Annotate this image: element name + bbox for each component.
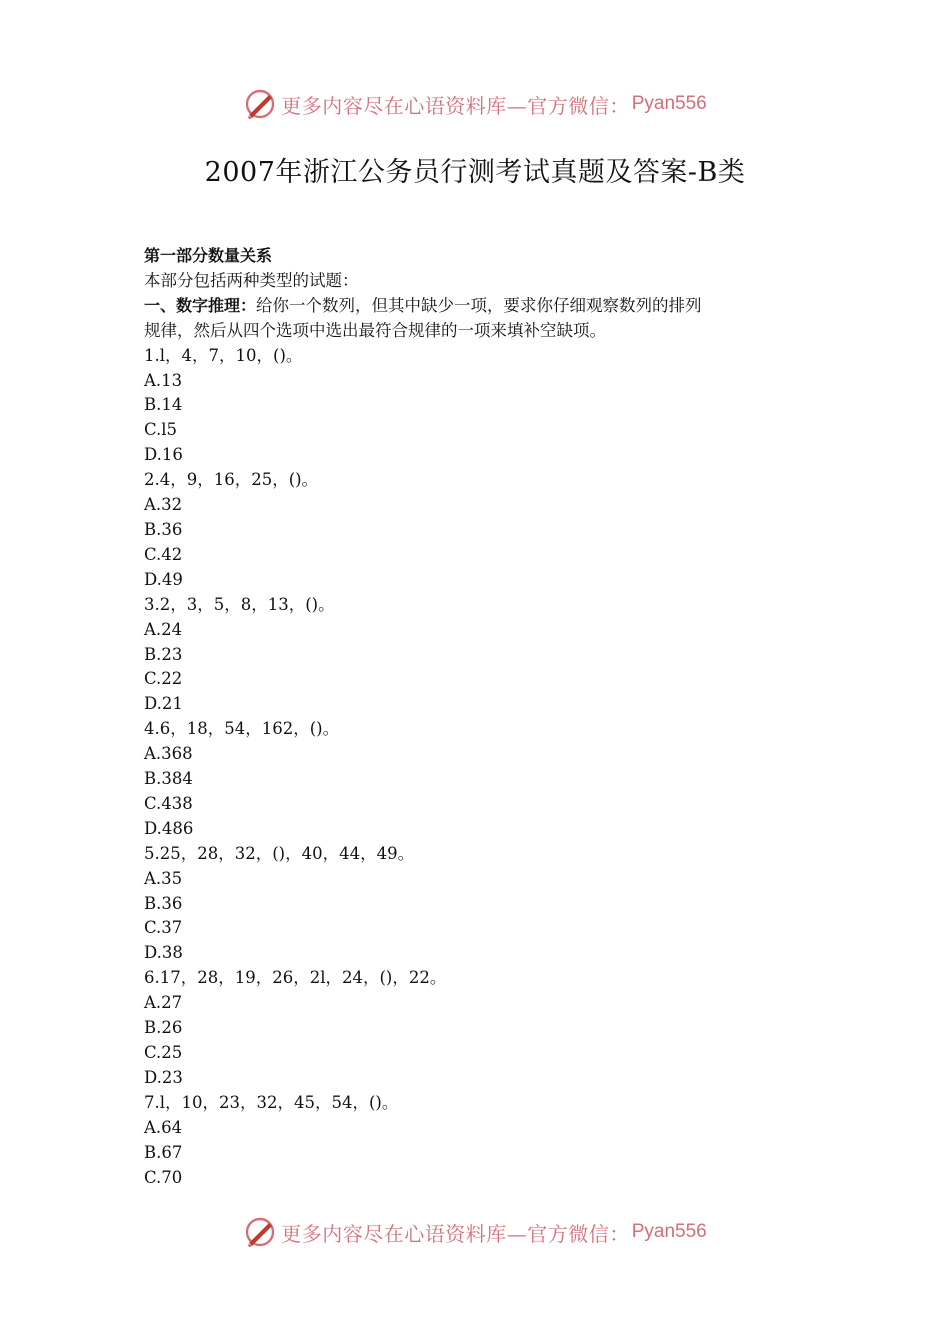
document-body <box>144 244 824 1190</box>
option-line: C.37 <box>144 918 183 938</box>
option-line: C.42 <box>144 544 183 564</box>
option-line: B.26 <box>144 1018 183 1038</box>
option-line: A.32 <box>144 495 183 515</box>
footer-watermark-banner <box>0 1212 950 1252</box>
question-line: 7.l，10，23，32，45，54，()。 <box>144 1092 399 1112</box>
option-line: A.35 <box>144 868 183 888</box>
pen-logo-icon <box>243 87 277 121</box>
subsection-text-2: 规律，然后从四个选项中选出最符合规律的一项来填补空缺项。 <box>144 320 606 340</box>
option-line: C.438 <box>144 793 193 813</box>
footer-banner-wechat: Pyan556 <box>631 1221 707 1242</box>
option-line: D.38 <box>144 943 183 963</box>
question-line: 6.17，28，19，26，2l，24，()，22。 <box>144 968 447 988</box>
footer-banner-text: 更多内容尽在心语资料库—官方微信： <box>281 1221 630 1246</box>
subsection-text-1: 给你一个数列，但其中缺少一项，要求你仔细观察数列的排列 <box>256 295 702 315</box>
page-title: 2007年浙江公务员行测考试真题及答案-B类 <box>204 157 746 188</box>
option-line: B.67 <box>144 1142 183 1162</box>
intro-text: 本部分包括两种类型的试题： <box>144 270 359 290</box>
option-line: B.36 <box>144 519 183 539</box>
option-line: A.64 <box>144 1117 183 1137</box>
section-title: 第一部分数量关系 <box>144 246 273 265</box>
option-line: D.21 <box>144 694 183 714</box>
option-line: B.384 <box>144 769 193 789</box>
pen-logo-icon <box>243 1215 277 1249</box>
option-line: D.49 <box>144 569 183 589</box>
option-line: A.27 <box>144 993 183 1013</box>
option-line: C.70 <box>144 1167 183 1187</box>
option-line: D.23 <box>144 1067 183 1087</box>
header-banner-wechat: Pyan556 <box>631 93 707 114</box>
question-line: 4.6，18，54，162，()。 <box>144 719 340 739</box>
header-banner-text: 更多内容尽在心语资料库—官方微信： <box>281 93 630 118</box>
option-line: B.23 <box>144 644 183 664</box>
option-line: C.25 <box>144 1043 183 1062</box>
question-line: 1.l，4，7，10，()。 <box>144 345 303 365</box>
option-line: A.13 <box>144 370 183 390</box>
option-line: D.16 <box>144 445 183 465</box>
option-line: B.14 <box>144 395 183 415</box>
option-line: C.l5 <box>144 420 178 440</box>
header-watermark-banner <box>0 84 950 124</box>
question-line: 2.4，9，16，25，()。 <box>144 470 319 490</box>
option-line: A.24 <box>144 619 183 639</box>
subsection-label: 一、数字推理： <box>144 295 257 315</box>
subsection-paragraph-line-1 <box>144 294 824 319</box>
question-line: 5.25，28，32，()，40，44，49。 <box>144 843 415 863</box>
question-list <box>144 344 824 1191</box>
option-line: C.22 <box>144 669 183 689</box>
option-line: B.36 <box>144 893 183 913</box>
question-line: 3.2，3，5，8，13，()。 <box>144 594 335 614</box>
option-line: A.368 <box>144 744 193 764</box>
option-line: D.486 <box>144 818 194 838</box>
